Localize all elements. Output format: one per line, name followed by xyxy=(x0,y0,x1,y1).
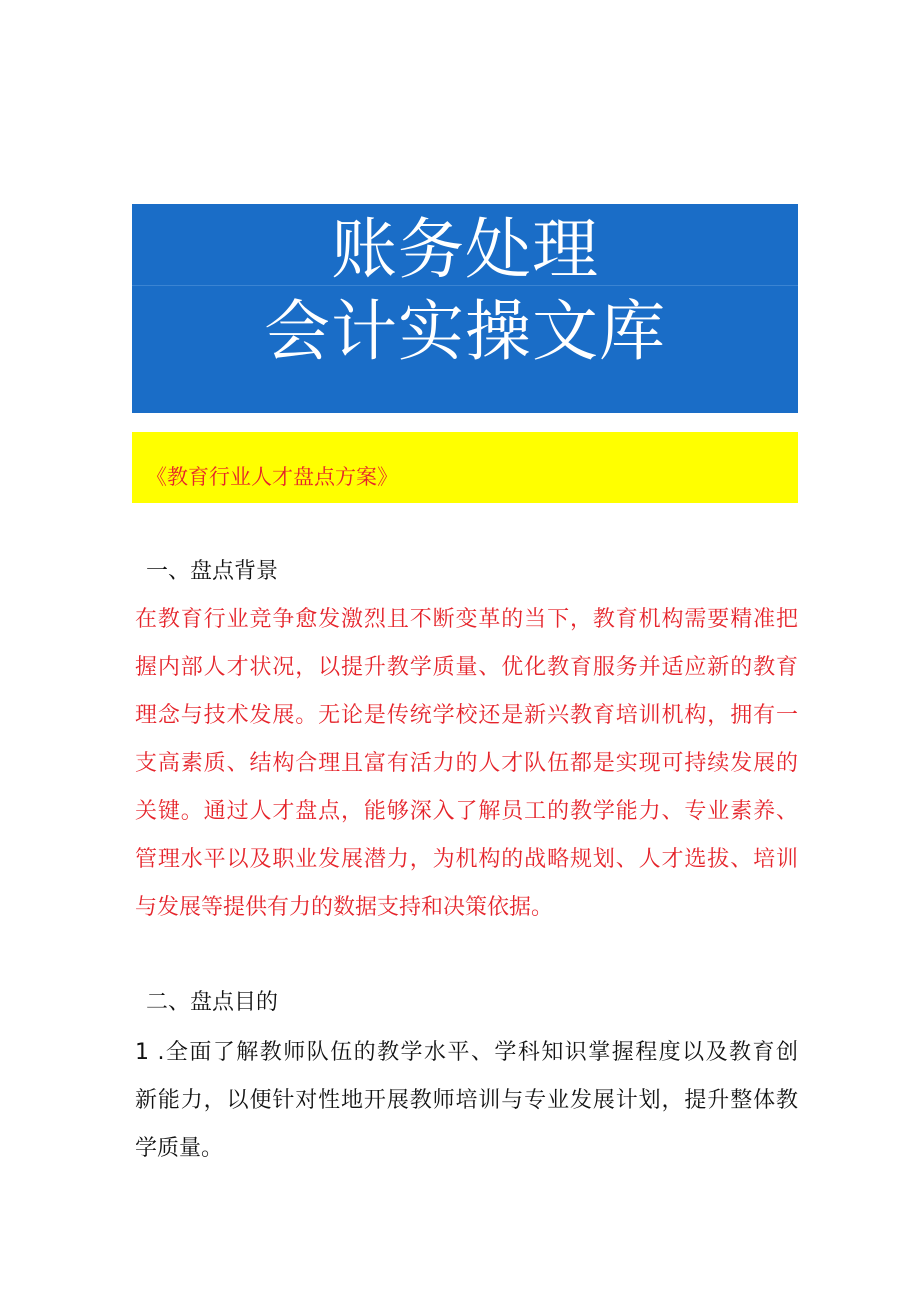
paragraph-line: 1 .全面了解教师队伍的教学水平、学科知识掌握程度以及教育创 xyxy=(135,1040,798,1065)
paragraph-line: 与发展等提供有力的数据支持和决策依据。 xyxy=(135,895,554,920)
paragraph-line: 学质量。 xyxy=(135,1136,224,1161)
document-subtitle: 《教育行业人才盘点方案》 xyxy=(146,465,398,489)
paragraph-line: 新能力，以便针对性地开展教师培训与专业发展计划，提升整体教 xyxy=(135,1088,798,1113)
paragraph-line: 握内部人才状况，以提升教学质量、优化教育服务并适应新的教育 xyxy=(135,655,798,680)
paragraph-line: 理念与技术发展。无论是传统学校还是新兴教育培训机构，拥有一 xyxy=(135,703,798,728)
section-paragraph-purpose xyxy=(135,1029,798,1173)
section-heading-purpose: 二、盘点目的 xyxy=(146,990,279,1015)
paragraph-line: 管理水平以及职业发展潜力，为机构的战略规划、人才选拔、培训 xyxy=(135,847,798,872)
paragraph-line: 关键。通过人才盘点，能够深入了解员工的教学能力、专业素养、 xyxy=(135,799,798,824)
paragraph-line: 支高素质、结构合理且富有活力的人才队伍都是实现可持续发展的 xyxy=(135,751,798,776)
banner-title-line-2: 会计实操文库 xyxy=(264,293,666,370)
subtitle-bar xyxy=(132,432,798,503)
banner-title-line-1: 账务处理 xyxy=(331,211,599,288)
section-paragraph-background xyxy=(135,596,798,932)
paragraph-line: 在教育行业竞争愈发激烈且不断变革的当下，教育机构需要精准把 xyxy=(135,607,798,632)
title-banner xyxy=(132,204,798,413)
section-heading-background: 一、盘点背景 xyxy=(146,559,279,584)
